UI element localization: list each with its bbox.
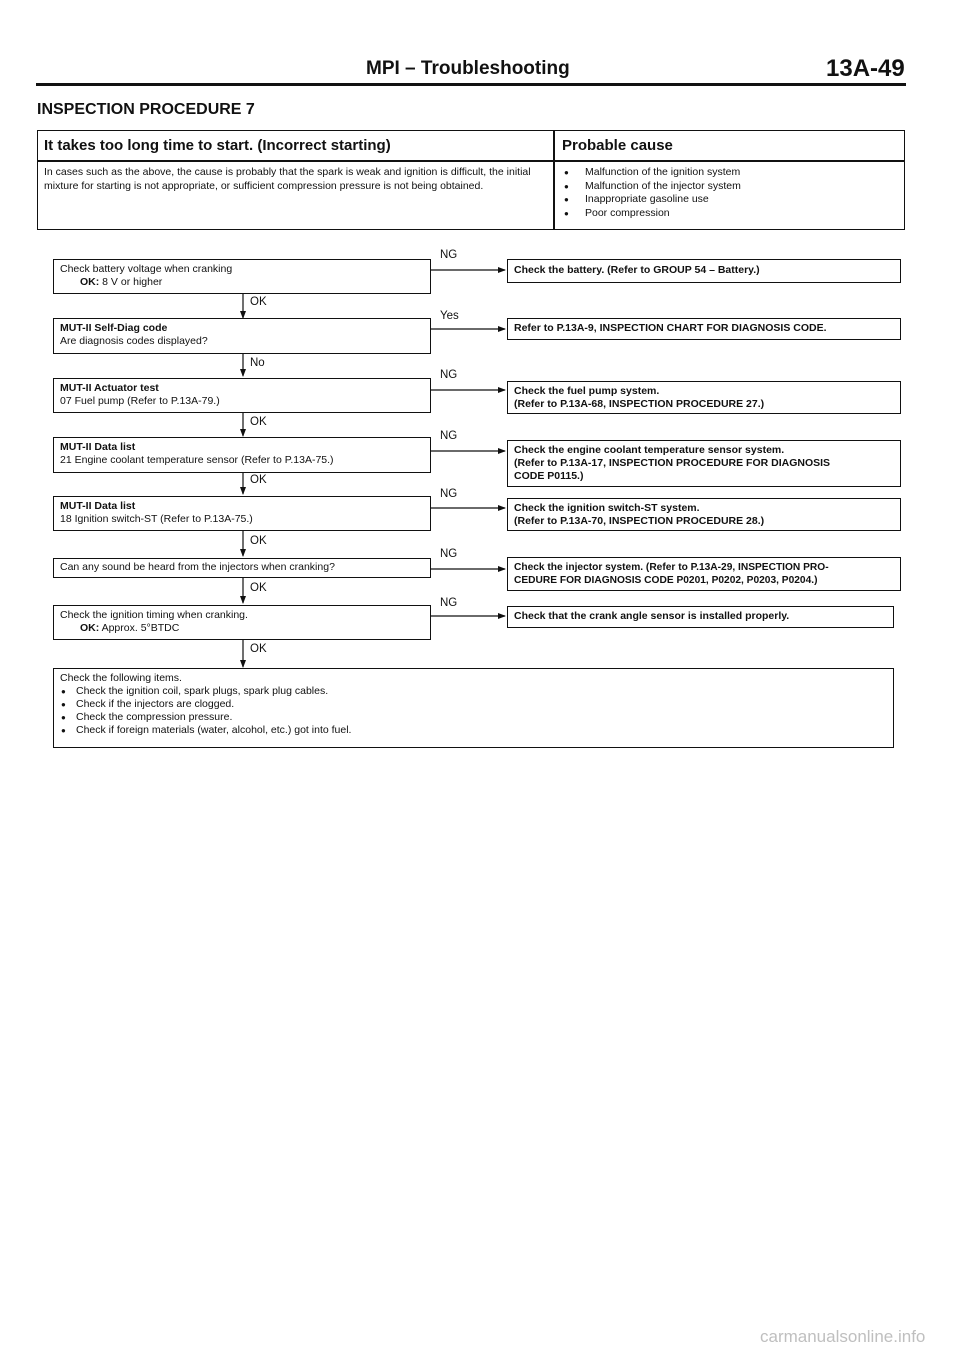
branch-label: NG bbox=[440, 597, 458, 609]
branch-label: NG bbox=[440, 369, 458, 381]
step-text: Check the ignition timing when cranking. bbox=[60, 609, 248, 621]
result-text: (Refer to P.13A-68, INSPECTION PROCEDURE 27.) bbox=[514, 398, 765, 410]
check-battery-result bbox=[507, 259, 901, 283]
result-text: Check that the crank angle sensor is installed properly. bbox=[514, 610, 790, 622]
data-list-ignition-box bbox=[53, 496, 431, 531]
next-label: OK bbox=[250, 535, 267, 547]
symptom-header: It takes too long time to start. (Incorrect starting) bbox=[44, 137, 391, 154]
ok-label: OK: bbox=[80, 622, 100, 634]
injector-sound-box bbox=[53, 558, 431, 578]
step-text: Can any sound be heard from the injectors when cranking? bbox=[60, 561, 335, 573]
next-label: OK bbox=[250, 474, 267, 486]
fuel-pump-result bbox=[507, 381, 901, 414]
step-spec bbox=[60, 276, 424, 289]
result-text: Check the engine coolant temperature sensor system. bbox=[514, 444, 785, 456]
final-item: ● Check if the injectors are clogged. bbox=[60, 698, 887, 711]
result-text: Check the ignition switch-ST system. bbox=[514, 502, 700, 514]
step-text bbox=[60, 441, 424, 454]
step-detail: 07 Fuel pump (Refer to P.13A-79.) bbox=[60, 395, 220, 407]
check-battery-voltage-box bbox=[53, 259, 431, 294]
final-item: ● Check the ignition coil, spark plugs, spark plug cables. bbox=[60, 685, 887, 698]
cause-item: ● Poor compression bbox=[560, 207, 900, 221]
result-text: Refer to P.13A-9, INSPECTION CHART FOR DIAGNOSIS CODE. bbox=[514, 322, 827, 334]
spec-value: Approx. 5°BTDC bbox=[101, 622, 180, 634]
result-text: CODE P0115.) bbox=[514, 470, 584, 482]
next-label: No bbox=[250, 357, 265, 369]
page-number: 13A-49 bbox=[826, 55, 905, 82]
next-label: OK bbox=[250, 643, 267, 655]
step-question: Are diagnosis codes displayed? bbox=[60, 335, 208, 347]
step-heading: MUT-II Actuator test bbox=[60, 382, 159, 394]
next-label: OK bbox=[250, 582, 267, 594]
step-heading: MUT-II Self-Diag code bbox=[60, 322, 168, 334]
inspection-chart-result bbox=[507, 318, 901, 340]
self-diag-code-box bbox=[53, 318, 431, 354]
cause-item: ● Malfunction of the ignition system bbox=[560, 166, 900, 180]
result-text: (Refer to P.13A-70, INSPECTION PROCEDURE 28.) bbox=[514, 515, 765, 527]
procedure-title: INSPECTION PROCEDURE 7 bbox=[37, 101, 255, 118]
step-text bbox=[60, 322, 424, 335]
result-text: (Refer to P.13A-17, INSPECTION PROCEDURE FOR DIAGNOSIS bbox=[514, 457, 831, 469]
result-text: Check the fuel pump system. bbox=[514, 385, 660, 397]
next-label: OK bbox=[250, 296, 267, 308]
step-detail: 21 Engine coolant temperature sensor (Refer to P.13A-75.) bbox=[60, 454, 334, 466]
section-title: MPI – Troubleshooting bbox=[366, 58, 570, 79]
spec-value: 8 V or higher bbox=[102, 276, 163, 288]
coolant-sensor-result bbox=[507, 440, 901, 487]
result-text: Check the injector system. (Refer to P.13A-29, INSPECTION PRO- bbox=[514, 562, 829, 573]
data-list-coolant-box bbox=[53, 437, 431, 473]
final-item: ● Check the compression pressure. bbox=[60, 711, 887, 724]
branch-label: NG bbox=[440, 488, 458, 500]
final-heading: Check the following items. bbox=[60, 672, 182, 684]
actuator-test-box bbox=[53, 378, 431, 413]
result-text: Check the battery. (Refer to GROUP 54 – Battery.) bbox=[514, 264, 760, 276]
probable-cause-header: Probable cause bbox=[562, 137, 673, 154]
injector-system-result bbox=[507, 557, 901, 591]
step-heading: MUT-II Data list bbox=[60, 441, 136, 453]
result-text: CEDURE FOR DIAGNOSIS CODE P0201, P0202, P0203, P0204.) bbox=[514, 575, 818, 586]
branch-label: NG bbox=[440, 430, 458, 442]
step-detail: 18 Ignition switch-ST (Refer to P.13A-75.) bbox=[60, 513, 253, 525]
step-text bbox=[60, 500, 424, 513]
step-heading: MUT-II Data list bbox=[60, 500, 136, 512]
branch-label: Yes bbox=[440, 310, 459, 322]
ignition-timing-box bbox=[53, 605, 431, 640]
watermark: carmanualsonline.info bbox=[760, 1327, 926, 1346]
cause-item: ● Malfunction of the injector system bbox=[560, 180, 900, 194]
branch-label: NG bbox=[440, 548, 458, 560]
next-label: OK bbox=[250, 416, 267, 428]
final-item: ● Check if foreign materials (water, alcohol, etc.) got into fuel. bbox=[60, 724, 887, 737]
step-spec bbox=[60, 622, 424, 635]
branch-label: NG bbox=[440, 249, 458, 261]
step-text bbox=[60, 382, 424, 395]
symptom-description: In cases such as the above, the cause is probably that the spark is weak and ignition is difficult, the initial mixture for starting is not appropriate, or sufficient compression pressure is not being obtained. bbox=[44, 166, 531, 192]
final-checks-box bbox=[53, 668, 894, 748]
cause-item: ● Inappropriate gasoline use bbox=[560, 193, 900, 207]
step-text: Check battery voltage when cranking bbox=[60, 263, 233, 275]
ignition-switch-result bbox=[507, 498, 901, 531]
ok-label: OK: bbox=[80, 276, 100, 288]
crank-angle-result bbox=[507, 606, 894, 628]
